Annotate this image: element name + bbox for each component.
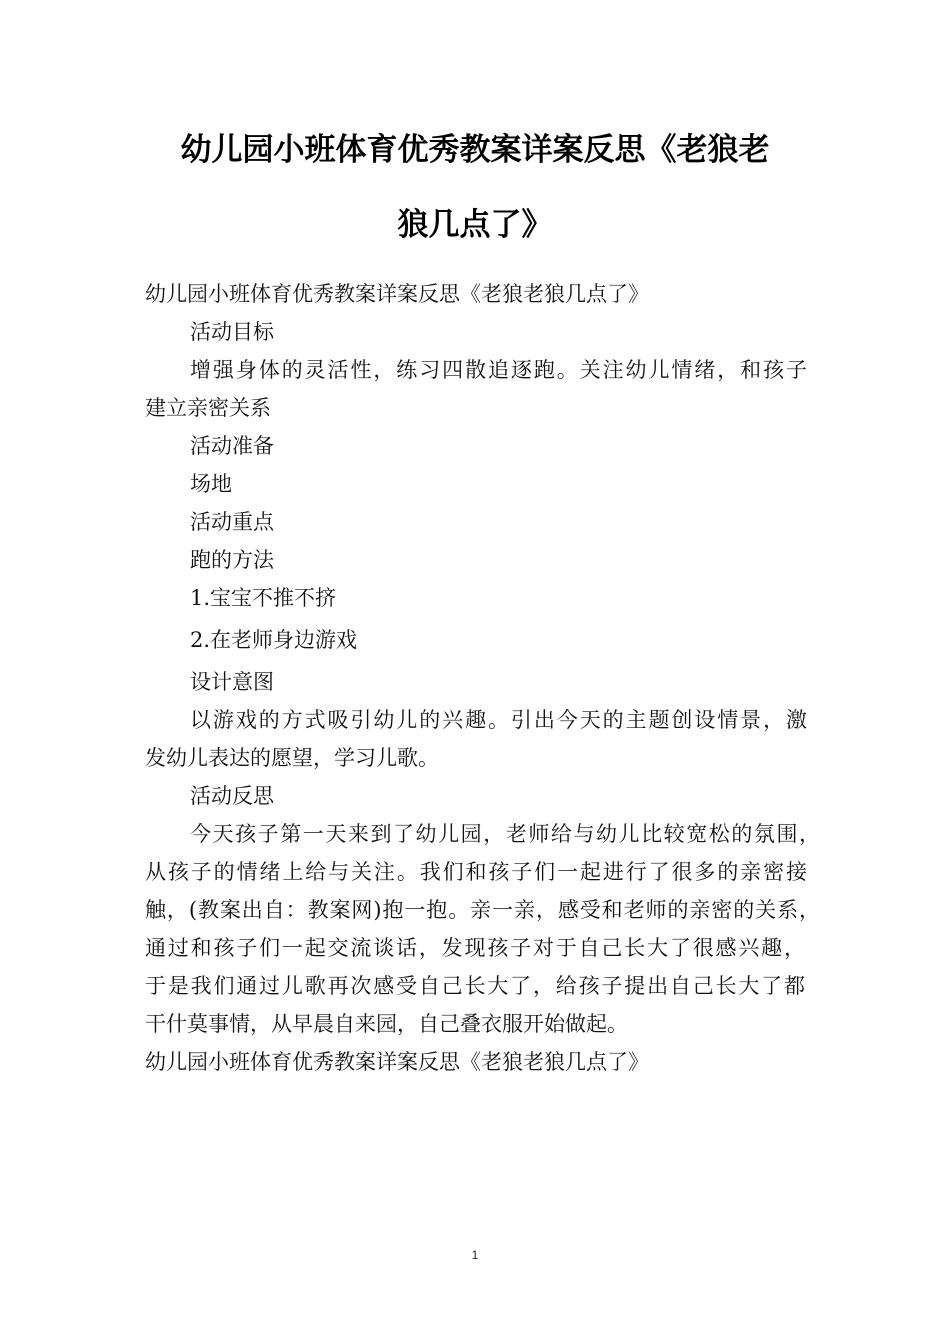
rule-item-2: 2.在老师身边游戏 — [190, 628, 358, 652]
intent-paragraph-line: 以游戏的方式吸引幼儿的兴趣。引出今天的主题创设情景，激 — [190, 708, 807, 732]
section-heading-focus: 活动重点 — [190, 510, 274, 534]
page-number: 1 — [471, 1248, 479, 1262]
reflection-paragraph-line: 干什莫事情，从早晨自来园，自己叠衣服开始做起。 — [145, 1012, 628, 1036]
section-heading-reflection: 活动反思 — [190, 784, 274, 808]
reflection-paragraph-line: 今天孩子第一天来到了幼儿园，老师给与幼儿比较宽松的氛围， — [190, 822, 820, 846]
document-title-line-1: 幼儿园小班体育优秀教案详案反思《老狼老 — [180, 132, 770, 168]
intent-paragraph-line: 发幼儿表达的愿望，学习儿歌。 — [145, 746, 439, 770]
preparation-item: 场地 — [190, 472, 232, 496]
section-heading-preparation: 活动准备 — [190, 434, 274, 458]
focus-item: 跑的方法 — [190, 548, 274, 572]
reflection-paragraph-line: 从孩子的情绪上给与关注。我们和孩子们一起进行了很多的亲密接 — [145, 860, 807, 884]
reflection-paragraph-line: 于是我们通过儿歌再次感受自己长大了，给孩子提出自己长大了都 — [145, 974, 805, 998]
reflection-paragraph-line: 触，(教案出自：教案网)抱一抱。亲一亲，感受和老师的亲密的关系， — [145, 898, 820, 922]
section-heading-intent: 设计意图 — [190, 670, 274, 694]
goal-paragraph-line: 增强身体的灵活性，练习四散追逐跑。关注幼儿情绪，和孩子 — [190, 358, 807, 382]
section-heading-goal: 活动目标 — [190, 320, 274, 344]
goal-paragraph-line: 建立亲密关系 — [145, 396, 271, 420]
repeated-title-footer: 幼儿园小班体育优秀教案详案反思《老狼老狼几点了》 — [145, 1050, 649, 1074]
repeated-title: 幼儿园小班体育优秀教案详案反思《老狼老狼几点了》 — [145, 282, 649, 306]
reflection-paragraph-line: 通过和孩子们一起交流谈话，发现孩子对于自己长大了很感兴趣， — [145, 936, 805, 960]
rule-item-1: 1.宝宝不推不挤 — [190, 586, 337, 610]
document-title-line-2: 狼几点了》 — [397, 207, 553, 243]
